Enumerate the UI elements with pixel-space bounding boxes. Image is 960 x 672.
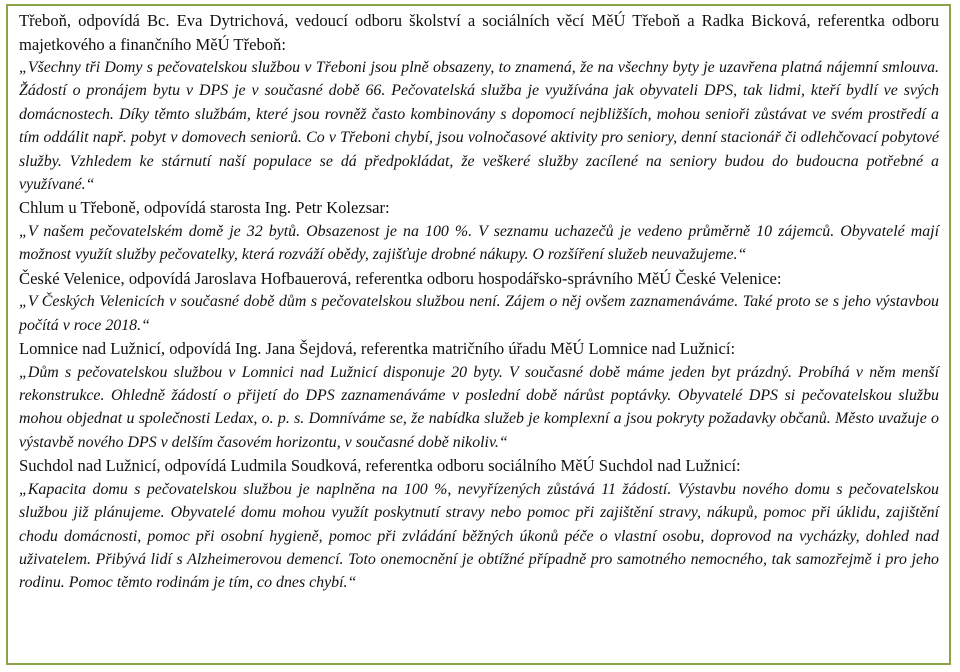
section-ceske-velenice [19,267,939,337]
section-quote: „V Českých Velenicích v současné době dům s pečovatelskou službou není. Zájem o něj ovšem zaznamenáváme. Také proto se s jeho výstavbou počítá v roce 2018.“ [19,293,939,334]
section-suchdol [19,454,939,595]
section-lomnice [19,337,939,454]
section-trebon [19,9,939,196]
section-heading: Suchdol nad Lužnicí, odpovídá Ludmila Soudková, referentka odboru sociálního MěÚ Suchdol nad Lužnicí: [19,456,741,476]
section-heading: Lomnice nad Lužnicí, odpovídá Ing. Jana Šejdová, referentka matričního úřadu MěÚ Lomnice nad Lužnicí: [19,339,736,359]
section-quote: „Kapacita domu s pečovatelskou službou je naplněna na 100 %, nevyřízených zůstává 11 žádostí. Výstavbu nového domu s pečovatelskou službou již plánujeme. Obyvatelé domu mohou využít poskytnutí stravy nebo pomoc při zajištění stravy, nákupů, pomoc při úklidu, zajištění chodu domácnosti, pomoc při osobní hygieně, pomoc při zvládání běžných úkonů péče o vlastní osobu, doprovod na vycházky, dohled nad uživatelem. Přibývá lidí s Alzheimerovou demencí. Toto onemocnění je obtížné případně pro samotného nemocného, tak samozřejmě i pro jeho rodinu. Pomoc těmto rodinám je tím, co dnes chybí.“ [19,480,939,592]
section-heading: České Velenice, odpovídá Jaroslava Hofbauerová, referentka odboru hospodářsko-správního MěÚ České Velenice: [19,268,782,288]
article-box [6,4,951,665]
section-quote: „Všechny tři Domy s pečovatelskou službou v Třeboni jsou plně obsazeny, to znamená, že na všechny byty je uzavřena platná nájemní smlouva. Žádostí o pronájem bytu v DPS je v současné době 66. Pečovatelská služba je využívána jak obyvateli DPS, tak lidmi, kteří bydlí ve svých domácnostech. Díky těmto službám, které jsou rovněž často kombinovány s dopomocí nejbližších, mohou senioři zůstávat ve svém prostředí a tím oddálit např. pobyt v domovech seniorů. Co v Třeboni chybí, jsou volnočasové aktivity pro seniory, denní stacionář či odlehčovací pobytové služby. Vzhledem ke stárnutí naší populace se dá předpokládat, že veškeré služby zacílené na seniory budou do budoucna potřebné a využívané.“ [19,59,939,194]
section-quote: „V našem pečovatelském domě je 32 bytů. Obsazenost je na 100 %. V seznamu uchazečů je vedeno průměrně 10 zájemců. Obyvatelé mají možnost využít služby pečovatelky, která rozváží obědy, zajišťuje drobné nákupy. O rozšíření služeb neuvažujeme.“ [19,222,939,264]
section-quote: „Dům s pečovatelskou službou v Lomnici nad Lužnicí disponuje 20 byty. V současné době máme jeden byt prázdný. Probíhá v něm menší rekonstrukce. Ohledně žádostí o přijetí do DPS zaznamenáváme v poslední době nárůst poptávky. Obyvatelé DPS si pečovatelskou službu mohou objednat u společnosti Ledax, o. p. s. Domníváme se, že nabídka služeb je komplexní a jsou pokryty požadavky občanů. Město uvažuje o výstavbě nového DPS v delším časovém horizontu, v současné době nikoliv.“ [19,363,939,451]
section-heading: Třeboň, odpovídá Bc. Eva Dytrichová, vedoucí odboru školství a sociálních věcí MěÚ Třeboň a Radka Bicková, referentka odboru majetkového a finančního MěÚ Třeboň: [19,11,939,54]
section-heading: Chlum u Třeboně, odpovídá starosta Ing. Petr Kolezsar: [19,198,390,218]
section-chlum [19,196,939,266]
